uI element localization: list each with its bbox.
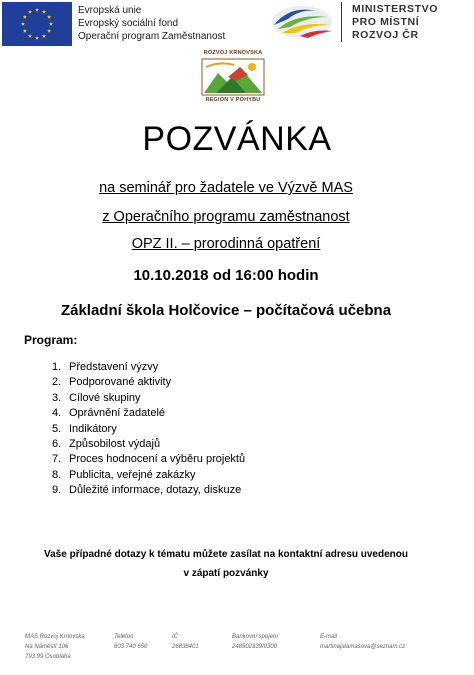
program-item-text: Indikátory	[69, 422, 117, 435]
program-item-text: Podporované aktivity	[69, 376, 172, 389]
program-item-text: Důležité informace, dotazy, diskuze	[69, 484, 242, 497]
program-item-number: 4.	[52, 407, 62, 420]
contact-note-line-1: Vaše případné dotazy k tématu můžete zasílat na kontaktní adresu uvedenou	[44, 549, 408, 560]
program-item-number: 8.	[52, 468, 62, 481]
footer-phone	[114, 632, 147, 652]
footer-email-label: E-mail	[320, 634, 338, 640]
program-item-text: Představení výzvy	[69, 361, 159, 373]
eu-line-3: Operační program Zaměstnanost	[78, 31, 226, 42]
subtitle-line-2-text: z Operačního programu zaměstnanost	[102, 209, 350, 225]
footer-email	[320, 632, 405, 652]
footer-phone-label: Telefon	[114, 634, 134, 640]
program-item	[52, 437, 245, 452]
subtitle-line-1-text: na seminář pro žadatele ve Výzvě MAS	[99, 180, 353, 196]
program-item-number: 7.	[52, 453, 62, 466]
footer-bank-value: 248502339/0300	[232, 644, 278, 650]
program-item	[52, 452, 245, 467]
region-logo	[198, 51, 268, 103]
program-item	[52, 391, 245, 406]
subtitle-line-3-text: OPZ II. – prorodinná opatření	[131, 236, 321, 252]
program-item-number: 3.	[52, 391, 62, 404]
program-item-text: Cílové skupiny	[69, 391, 141, 404]
footer-organization	[25, 632, 85, 662]
program-item	[52, 468, 245, 483]
region-logo-top-text: ROZVOJ KRNOVSKA	[203, 50, 263, 56]
eu-line-2: Evropský sociální fond	[78, 18, 179, 29]
event-date: 10.10.2018 od 16:00 hodin	[133, 267, 319, 284]
subtitle-line-2	[0, 209, 452, 225]
eu-flag-logo	[2, 2, 72, 46]
program-item-text: Oprávnění žadatelé	[69, 407, 166, 420]
program-item-number: 1.	[52, 361, 62, 373]
footer-org-name: MAS Rozvoj Krnovska	[25, 634, 85, 640]
ministry-logo	[270, 3, 334, 41]
program-item	[52, 406, 245, 421]
region-logo-bottom-text: REGION V POHYBU	[205, 97, 261, 103]
footer-bank-label: Bankovní spojení	[232, 634, 279, 640]
subtitle-line-1	[0, 180, 452, 196]
ministry-divider	[341, 2, 342, 42]
footer-email-value[interactable]: martinajalamasova@seznam.cz	[320, 644, 406, 650]
program-item	[52, 422, 245, 437]
contact-note-line-2: v zápatí pozvánky	[183, 568, 269, 579]
footer-bank	[232, 632, 278, 652]
ministry-line-1: MINISTERSTVO	[352, 3, 438, 15]
ministry-line-2: PRO MÍSTNÍ	[352, 16, 420, 28]
program-heading: Program:	[24, 333, 78, 347]
program-item	[52, 483, 245, 498]
program-item	[52, 360, 245, 375]
program-item-number: 2.	[52, 376, 62, 389]
eu-line-1: Evropská unie	[78, 5, 142, 16]
event-venue: Základní škola Holčovice – počítačová učebna	[60, 302, 392, 319]
program-item-number: 6.	[52, 437, 62, 450]
program-item-text: Publicita, veřejné zakázky	[69, 468, 196, 481]
program-item-number: 5.	[52, 422, 62, 435]
subtitle-line-3	[0, 236, 452, 252]
footer-phone-value: 603 740 650	[114, 644, 148, 650]
footer-ic-label: IČ	[172, 634, 178, 640]
program-item-number: 9.	[52, 484, 62, 497]
program-item-text: Proces hodnocení a výběru projektů	[69, 453, 246, 466]
program-list	[52, 360, 245, 499]
program-item	[52, 375, 245, 390]
page-title: POZVÁNKA	[142, 120, 332, 158]
footer-ic-value: 26838401	[172, 644, 199, 650]
ministry-line-3: ROZVOJ ČR	[352, 29, 419, 41]
footer-org-street: Na Náměstí 106	[25, 644, 69, 650]
ministry-text-block	[352, 3, 438, 42]
footer-ic	[172, 632, 199, 652]
eu-text-block	[78, 4, 225, 43]
footer-org-city: 793 99 Osoblaha	[25, 654, 71, 660]
program-item-text: Způsobilost výdajů	[69, 437, 161, 450]
